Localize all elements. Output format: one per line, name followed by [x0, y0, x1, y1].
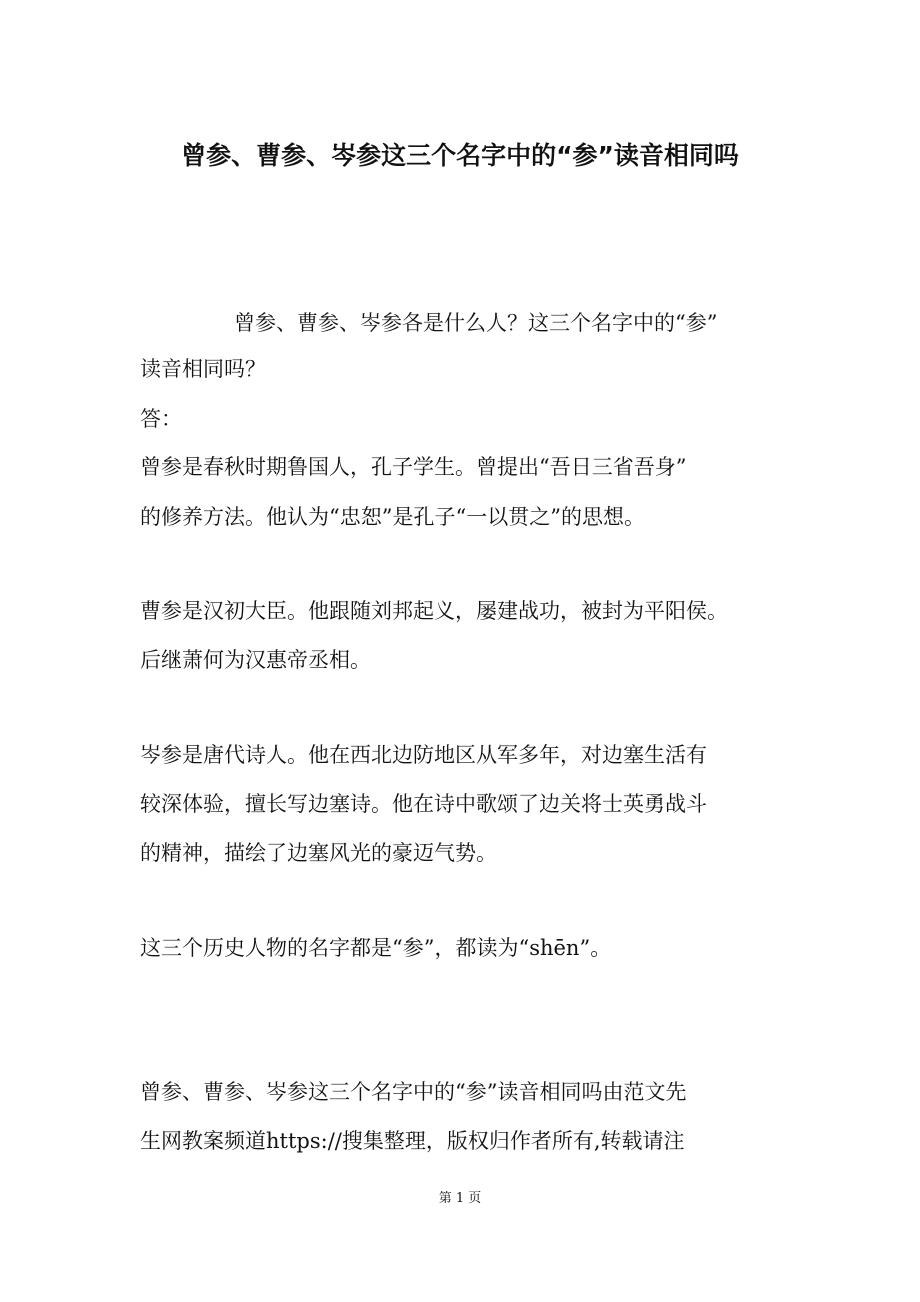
source-note-line-1: 曾参、曹参、岑参这三个名字中的“参”读音相同吗由范文先	[140, 1080, 687, 1104]
question-line-2: 读音相同吗？	[140, 357, 266, 381]
zeng-shen-line-1: 曾参是春秋时期鲁国人，孔子学生。曾提出“吾日三省吾身”	[140, 455, 687, 479]
page-number: 第 1 页	[438, 1191, 482, 1206]
zeng-shen-line-2: 的修养方法。他认为“忠恕”是孔子“一以贯之”的思想。	[140, 505, 645, 529]
cao-shen-line-1: 曹参是汉初大臣。他跟随刘邦起义，屡建战功，被封为平阳侯。	[140, 599, 728, 623]
source-note-line-2: 生网教案频道https://搜集整理，版权归作者所有,转载请注	[140, 1129, 685, 1153]
cen-shen-line-2: 较深体验，擅长写边塞诗。他在诗中歌颂了边关将士英勇战斗	[140, 792, 707, 816]
conclusion-line: 这三个历史人物的名字都是“参”，都读为“shēn”。	[140, 936, 612, 960]
question-line-1: 曾参、曹参、岑参各是什么人？这三个名字中的“参”	[234, 311, 718, 335]
cen-shen-line-3: 的精神，描绘了边塞风光的豪迈气势。	[140, 841, 497, 865]
cao-shen-line-2: 后继萧何为汉惠帝丞相。	[140, 648, 371, 672]
document-title: 曾参、曹参、岑参这三个名字中的“参”读音相同吗	[181, 141, 739, 170]
cen-shen-line-1: 岑参是唐代诗人。他在西北边防地区从军多年，对边塞生活有	[140, 743, 707, 767]
answer-label: 答：	[140, 407, 182, 431]
